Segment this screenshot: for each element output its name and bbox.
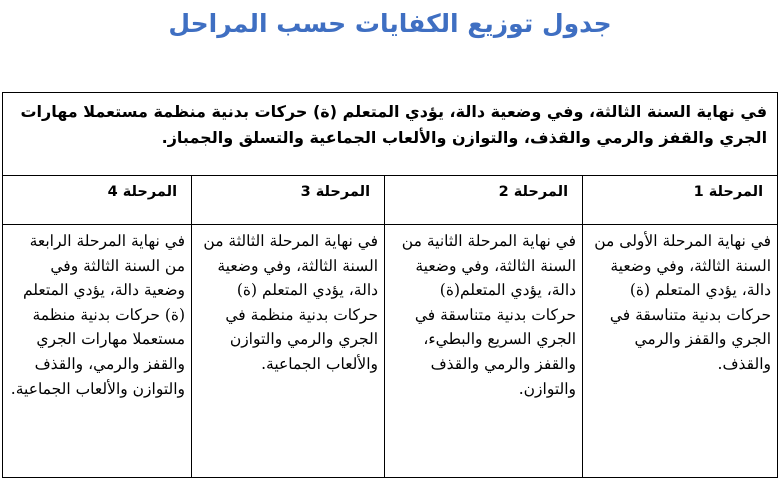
competency-row — [3, 93, 778, 176]
page-title: جدول توزيع الكفايات حسب المراحل — [168, 9, 612, 38]
stage-1-label: المرحلة 1 — [693, 184, 764, 200]
stage-3-label: المرحلة 3 — [300, 184, 371, 200]
stage-header-row — [3, 176, 778, 225]
stage-1-cell — [583, 225, 778, 478]
stage-4-cell — [3, 225, 192, 478]
stage-2-text: في نهاية المرحلة الثانية من السنة الثالثة، وفي وضعية دالة، يؤدي المتعلم(ة) حركات بدنية متناسقة في الجري السريع والبطيء، والقفز والرمي والقذف والتوازن. — [401, 232, 577, 398]
stage-4-label: المرحلة 4 — [107, 184, 178, 200]
stage-4-text: في نهاية المرحلة الرابعة من السنة الثالثة وفي وضعية دالة، يؤدي المتعلم (ة) حركات بدنية منظمة مستعملا مهارات الجري والقفز والرمي، والقذف والتوازن والألعاب الجماعية. — [10, 232, 186, 398]
stage-4-header — [3, 176, 192, 225]
final-competency-cell — [3, 93, 778, 176]
stage-3-cell — [192, 225, 385, 478]
stage-2-label: المرحلة 2 — [498, 184, 569, 200]
stage-body-row — [3, 225, 778, 478]
final-competency-text: في نهاية السنة الثالثة، وفي وضعية دالة، يؤدي المتعلم (ة) حركات بدنية منظمة مستعملا مهارات الجري والقفز والرمي والقذف، والتوازن والألعاب الجماعية والتسلق والجمباز. — [20, 102, 768, 147]
stage-3-text: في نهاية المرحلة الثالثة من السنة الثالثة، وفي وضعية دالة، يؤدي المتعلم (ة) حركات بدنية منظمة في الجري والرمي والتوازن والألعاب الجماعية. — [203, 232, 379, 373]
stage-1-header — [583, 176, 778, 225]
stage-1-text: في نهاية المرحلة الأولى من السنة الثالثة، وفي وضعية دالة، يؤدي المتعلم (ة) حركات بدنية متناسقة في الجري والقفز والرمي والقذف. — [594, 232, 772, 373]
stage-3-header — [192, 176, 385, 225]
competency-table — [2, 92, 778, 478]
stage-2-header — [385, 176, 583, 225]
stage-2-cell — [385, 225, 583, 478]
